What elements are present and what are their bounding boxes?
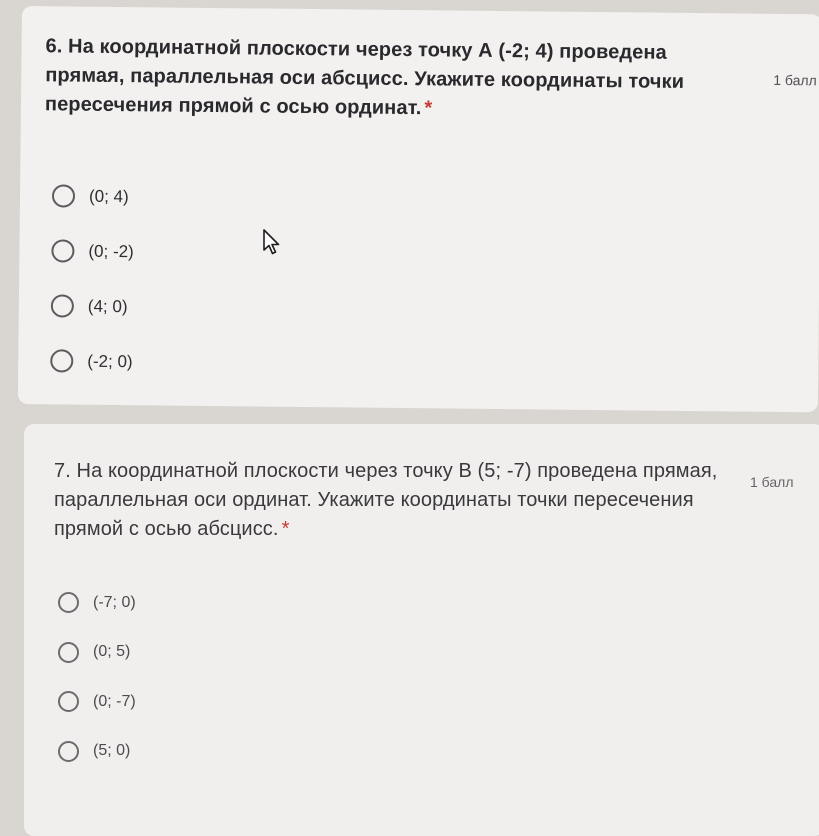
options-list <box>58 578 136 776</box>
question-text: 6. На координатной плоскости через точку А (-2; 4) проведена прямая, параллельная оси абсцисс. Укажите координаты точки пересечения прямой с осью ординат. <box>44 35 685 120</box>
question-text: 7. На координатной плоскости через точку В (5; -7) проведена прямая, параллельная оси ординат. Укажите координаты точки пересечения прямой с осью абсцисс. <box>54 460 718 540</box>
option-2[interactable] <box>58 628 136 678</box>
option-label: (5; 0) <box>93 742 131 760</box>
required-asterisk: * <box>281 518 290 540</box>
radio-button[interactable] <box>58 642 79 663</box>
option-2[interactable] <box>51 223 134 279</box>
radio-button[interactable] <box>51 239 74 262</box>
radio-button[interactable] <box>58 741 79 762</box>
question-title <box>45 32 736 126</box>
question-card-6 <box>18 6 819 412</box>
option-3[interactable] <box>51 278 134 334</box>
radio-button[interactable] <box>51 294 74 317</box>
options-list <box>50 168 135 389</box>
option-1[interactable] <box>52 168 135 224</box>
option-label: (0; -2) <box>88 241 134 261</box>
option-label: (0; 4) <box>88 186 129 206</box>
option-1[interactable] <box>58 578 136 628</box>
radio-button[interactable] <box>52 184 75 207</box>
points-label: 1 балл <box>773 71 817 89</box>
mouse-pointer-icon <box>262 229 280 255</box>
option-4[interactable] <box>58 727 136 777</box>
option-label: (0; -7) <box>93 692 136 710</box>
radio-button[interactable] <box>58 592 79 613</box>
radio-button[interactable] <box>50 349 73 372</box>
points-label: 1 балл <box>750 474 794 490</box>
option-label: (4; 0) <box>87 296 128 316</box>
required-asterisk: * <box>424 97 433 120</box>
option-label: (-2; 0) <box>87 351 133 371</box>
question-card-7 <box>24 424 819 836</box>
option-4[interactable] <box>50 333 133 389</box>
question-title <box>54 457 744 544</box>
radio-button[interactable] <box>58 691 79 712</box>
option-3[interactable] <box>58 677 136 727</box>
option-label: (-7; 0) <box>93 593 136 611</box>
option-label: (0; 5) <box>93 643 131 661</box>
